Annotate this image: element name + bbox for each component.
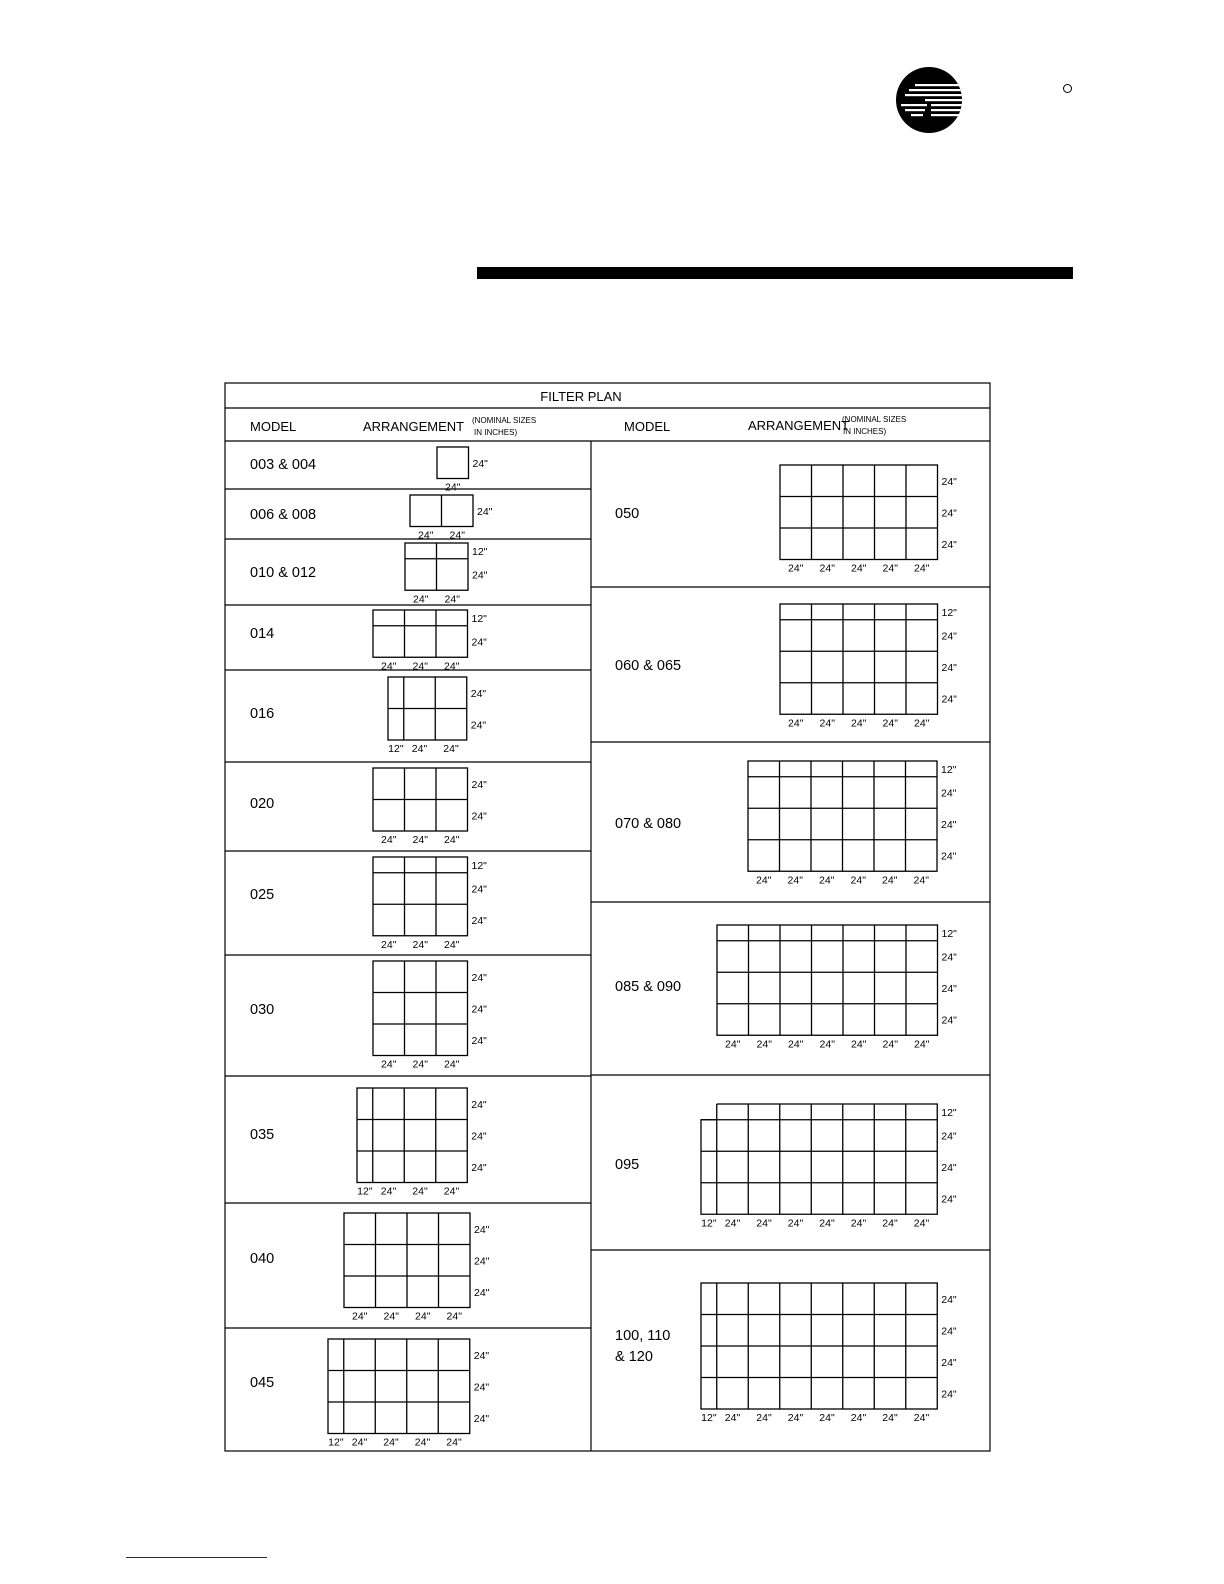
left-model-header: MODEL xyxy=(250,419,297,434)
row-size-label: 24" xyxy=(474,1286,490,1299)
model-row xyxy=(591,1075,990,1229)
row-size-label: 24" xyxy=(941,1325,957,1338)
model-row xyxy=(225,489,591,542)
row-size-label: 12" xyxy=(471,612,487,625)
column-size-label: 24" xyxy=(449,529,465,542)
row-size-label: 24" xyxy=(941,983,957,995)
column-size-label: 12" xyxy=(701,1217,717,1230)
column-size-label: 24" xyxy=(411,743,428,755)
row-size-label: 24" xyxy=(472,457,488,470)
model-row xyxy=(225,1076,591,1198)
column-size-label: 24" xyxy=(882,562,898,575)
model-label: 030 xyxy=(250,1002,275,1018)
column-size-label: 24" xyxy=(913,1412,930,1424)
filter-grid xyxy=(717,925,938,1035)
column-size-label: 24" xyxy=(381,834,397,846)
right-arrangement-header: ARRANGEMENT xyxy=(748,418,850,433)
row-size-label: 24" xyxy=(941,787,957,800)
filter-outline xyxy=(373,961,468,1056)
filter-outline xyxy=(357,1088,467,1183)
row-size-label: 24" xyxy=(941,630,957,643)
column-size-label: 24" xyxy=(787,874,803,887)
model-row xyxy=(615,465,957,575)
column-size-label: 24" xyxy=(381,1058,397,1071)
column-size-label: 24" xyxy=(444,593,460,606)
row-size-label: 24" xyxy=(477,505,493,518)
filter-grid xyxy=(780,604,938,714)
row-size-label: 12" xyxy=(941,1106,957,1119)
column-size-label: 24" xyxy=(756,874,772,887)
model-label: 100, 110 xyxy=(615,1328,671,1344)
row-size-label: 24" xyxy=(941,850,957,863)
model-label: 060 & 065 xyxy=(615,658,682,674)
filter-grid xyxy=(437,447,469,479)
column-size-label: 24" xyxy=(412,660,428,673)
model-label: 050 xyxy=(615,506,640,522)
column-size-label: 24" xyxy=(443,1185,460,1198)
model-row xyxy=(225,1328,591,1449)
row-size-label: 24" xyxy=(471,883,487,896)
row-size-label: 24" xyxy=(941,819,957,831)
column-size-label: 24" xyxy=(756,1038,772,1051)
right-note-line2: IN INCHES) xyxy=(843,427,887,436)
filter-grid xyxy=(701,1283,937,1409)
model-label: 035 xyxy=(250,1127,275,1143)
row-size-label: 24" xyxy=(471,1161,487,1174)
column-size-label: 24" xyxy=(446,1310,462,1323)
row-size-label: 24" xyxy=(471,1098,487,1111)
model-label: 040 xyxy=(250,1251,275,1267)
column-size-label: 24" xyxy=(850,1217,867,1230)
model-label: 016 xyxy=(250,706,275,722)
column-size-label: 24" xyxy=(914,1038,930,1051)
model-label: 045 xyxy=(250,1375,275,1391)
filter-grid xyxy=(373,610,468,657)
column-size-label: 24" xyxy=(351,1436,368,1449)
row-size-label: 24" xyxy=(941,507,957,520)
column-size-label: 24" xyxy=(412,938,428,951)
column-size-label: 12" xyxy=(328,1436,344,1449)
filter-grid xyxy=(405,543,468,590)
model-row xyxy=(225,955,591,1071)
row-size-label: 24" xyxy=(471,810,487,823)
left-arrangement-header: ARRANGEMENT xyxy=(363,419,465,434)
row-size-label: 24" xyxy=(941,475,957,488)
filter-outline xyxy=(780,465,938,560)
row-size-label: 24" xyxy=(941,693,957,706)
column-size-label: 24" xyxy=(756,1412,772,1424)
column-size-label: 24" xyxy=(882,1038,898,1051)
column-size-label: 24" xyxy=(882,1412,898,1424)
column-size-label: 24" xyxy=(913,874,929,887)
model-row xyxy=(591,742,990,886)
model-label: 014 xyxy=(250,626,275,642)
filter-outline xyxy=(717,925,938,1035)
column-size-label: 24" xyxy=(383,1436,399,1449)
filter-grid xyxy=(373,768,468,831)
column-size-label: 24" xyxy=(850,1412,867,1424)
filter-grid xyxy=(373,857,468,936)
row-size-label: 12" xyxy=(471,859,487,872)
column-size-label: 24" xyxy=(446,1436,462,1449)
column-size-label: 24" xyxy=(914,562,930,575)
row-size-label: 24" xyxy=(473,1349,490,1362)
column-size-label: 24" xyxy=(443,743,459,755)
column-size-label: 24" xyxy=(819,1412,835,1424)
column-size-label: 24" xyxy=(445,481,461,494)
model-label: 025 xyxy=(250,887,275,903)
column-size-label: 24" xyxy=(882,874,898,887)
model-row xyxy=(591,902,990,1050)
column-size-label: 24" xyxy=(413,593,429,606)
column-size-label: 24" xyxy=(414,1436,431,1449)
model-label: 095 xyxy=(615,1157,640,1173)
row-size-label: 24" xyxy=(941,1130,957,1143)
row-size-label: 24" xyxy=(941,1356,957,1369)
model-row xyxy=(225,762,591,846)
filter-grid xyxy=(780,465,938,560)
left-note-line1: (NOMINAL SIZES xyxy=(472,416,537,425)
filter-grid xyxy=(357,1088,467,1183)
row-size-label: 24" xyxy=(471,971,487,984)
model-label: 085 & 090 xyxy=(615,979,682,995)
model-label: 010 & 012 xyxy=(250,565,317,581)
row-size-label: 24" xyxy=(471,778,487,791)
model-row xyxy=(225,670,591,755)
column-size-label: 24" xyxy=(819,562,835,575)
row-size-label: 24" xyxy=(470,719,487,732)
column-size-label: 24" xyxy=(819,717,835,730)
row-size-label: 24" xyxy=(941,1193,957,1206)
table-title: FILTER PLAN xyxy=(540,389,622,404)
model-row xyxy=(250,447,488,494)
column-size-label: 24" xyxy=(882,717,898,730)
column-size-label: 24" xyxy=(851,562,867,575)
column-size-label: 24" xyxy=(380,1185,397,1198)
row-size-label: 24" xyxy=(471,1034,487,1047)
row-size-label: 24" xyxy=(474,1255,490,1268)
row-size-label: 12" xyxy=(941,927,957,940)
row-size-label: 24" xyxy=(470,687,487,700)
filter-grid xyxy=(344,1213,470,1308)
filter-grid xyxy=(410,495,473,527)
row-size-label: 24" xyxy=(473,1381,490,1394)
column-size-label: 24" xyxy=(819,1038,835,1051)
row-size-label: 12" xyxy=(472,545,488,558)
left-note-line2: IN INCHES) xyxy=(474,428,518,437)
column-size-label: 24" xyxy=(756,1217,772,1230)
row-size-label: 24" xyxy=(941,951,957,964)
column-size-label: 24" xyxy=(444,938,460,951)
column-size-label: 24" xyxy=(787,1217,804,1230)
model-label: 070 & 080 xyxy=(615,816,682,832)
row-size-label: 24" xyxy=(941,662,957,674)
column-size-label: 24" xyxy=(412,834,428,846)
filter-outline xyxy=(373,610,468,657)
column-size-label: 24" xyxy=(914,717,930,730)
column-size-label: 24" xyxy=(819,874,835,887)
right-model-column xyxy=(591,465,990,1424)
column-size-label: 24" xyxy=(882,1217,898,1230)
column-size-label: 24" xyxy=(444,660,460,673)
model-label: & 120 xyxy=(615,1349,653,1365)
column-size-label: 24" xyxy=(819,1217,835,1230)
row-size-label: 24" xyxy=(471,1003,487,1016)
left-model-column xyxy=(225,447,591,1449)
column-size-label: 24" xyxy=(850,874,866,887)
model-label: 020 xyxy=(250,796,275,812)
row-size-label: 24" xyxy=(472,569,488,582)
column-size-label: 24" xyxy=(412,1185,428,1198)
filter-grid xyxy=(388,677,467,740)
column-size-label: 24" xyxy=(352,1310,368,1323)
row-size-label: 24" xyxy=(471,636,487,649)
row-size-label: 24" xyxy=(474,1223,490,1236)
filter-outline xyxy=(373,857,468,936)
filter-outline xyxy=(780,604,938,714)
column-size-label: 24" xyxy=(851,1038,867,1051)
column-size-label: 24" xyxy=(418,529,434,542)
filter-grid xyxy=(748,761,937,871)
row-size-label: 24" xyxy=(473,1412,490,1425)
filter-grid xyxy=(701,1104,937,1214)
row-size-label: 24" xyxy=(941,1162,957,1174)
filter-grid xyxy=(328,1339,470,1434)
column-size-label: 24" xyxy=(381,938,397,951)
row-size-label: 12" xyxy=(941,606,957,619)
column-size-label: 24" xyxy=(412,1058,428,1071)
column-size-label: 24" xyxy=(444,1058,460,1071)
column-size-label: 24" xyxy=(725,1038,741,1051)
model-row xyxy=(591,1250,990,1424)
column-size-label: 24" xyxy=(851,717,867,730)
filter-outline xyxy=(328,1339,470,1434)
row-size-label: 24" xyxy=(941,538,957,551)
right-model-header: MODEL xyxy=(624,419,671,434)
row-size-label: 24" xyxy=(471,915,487,927)
row-size-label: 24" xyxy=(941,1014,957,1027)
column-size-label: 24" xyxy=(444,834,460,846)
footer-link-underline xyxy=(126,1557,267,1558)
model-row xyxy=(225,851,591,951)
right-note-line1: (NOMINAL SIZES xyxy=(842,415,907,424)
filter-outline xyxy=(437,447,469,479)
column-size-label: 24" xyxy=(788,717,804,730)
model-row xyxy=(225,605,591,672)
column-size-label: 12" xyxy=(357,1185,373,1198)
model-row xyxy=(225,1203,591,1323)
column-size-label: 24" xyxy=(788,1038,804,1051)
filter-grid xyxy=(373,961,468,1056)
column-size-label: 12" xyxy=(388,743,404,755)
table-frame xyxy=(225,383,990,1451)
column-size-label: 24" xyxy=(724,1412,741,1424)
row-size-label: 12" xyxy=(941,763,957,776)
column-size-label: 24" xyxy=(913,1217,930,1230)
row-size-label: 24" xyxy=(941,1293,957,1306)
column-size-label: 24" xyxy=(415,1310,431,1323)
model-row xyxy=(225,539,591,605)
row-size-label: 24" xyxy=(471,1130,487,1143)
column-size-label: 24" xyxy=(381,660,397,673)
model-label: 003 & 004 xyxy=(250,457,317,473)
column-size-label: 24" xyxy=(788,562,804,575)
filter-outline xyxy=(701,1104,937,1214)
model-label: 006 & 008 xyxy=(250,507,317,523)
model-row xyxy=(591,587,990,729)
column-size-label: 24" xyxy=(383,1310,399,1323)
row-size-label: 24" xyxy=(941,1388,957,1401)
column-size-label: 12" xyxy=(701,1412,717,1424)
column-size-label: 24" xyxy=(724,1217,741,1230)
column-size-label: 24" xyxy=(787,1412,804,1424)
